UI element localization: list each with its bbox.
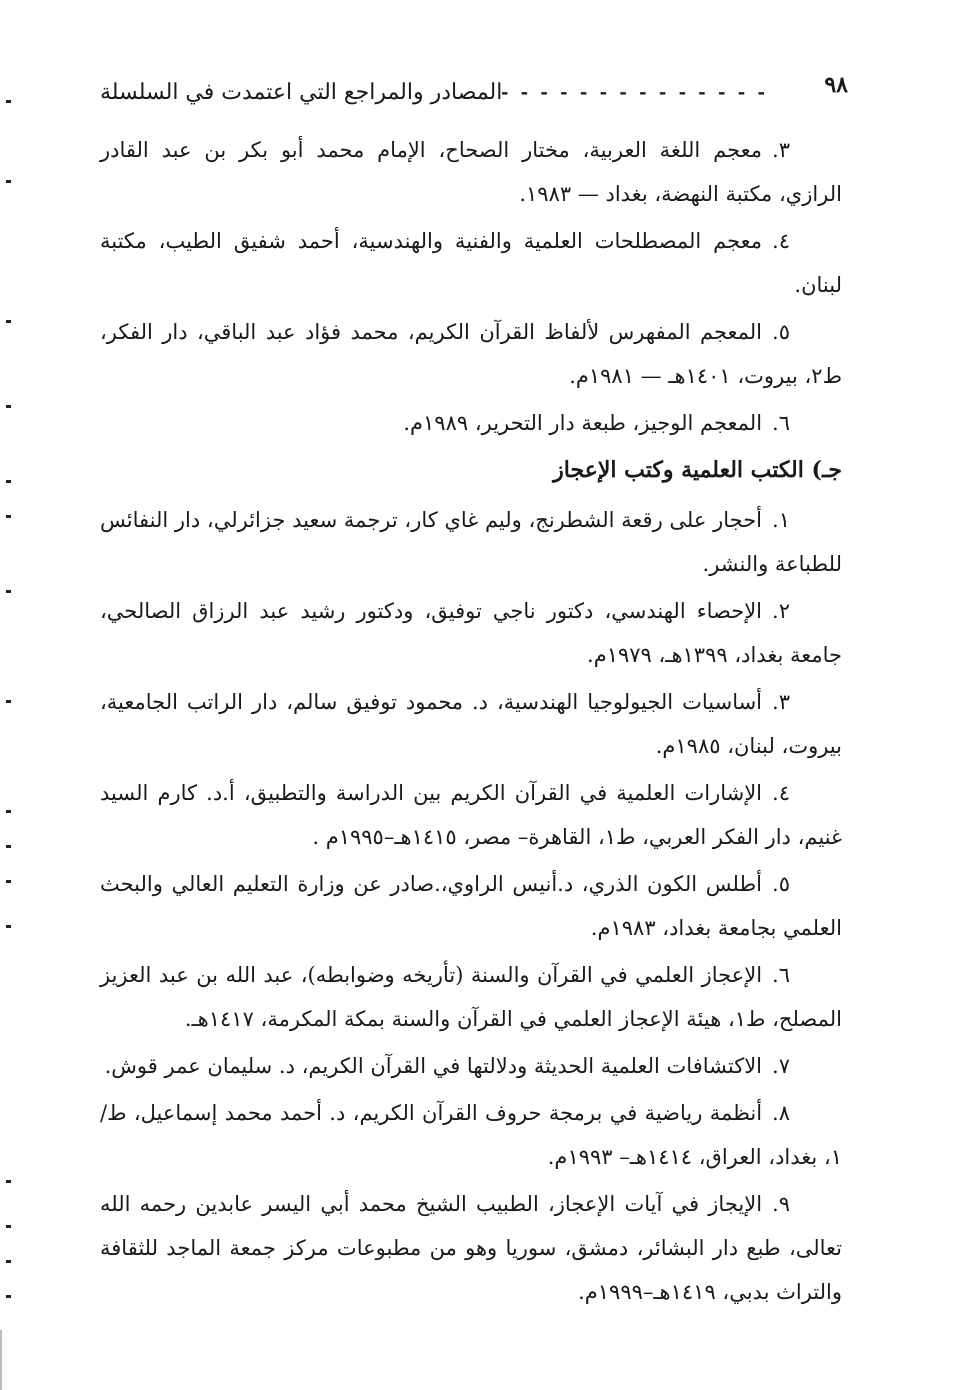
entry-text: أساسيات الجيولوجيا الهندسية، د. محمود توفيق سالم، دار الراتب الجامعية، بيروت، لبنان، ١٩٨٥م. (100, 690, 842, 758)
scan-mark (6, 320, 11, 323)
reference-entry (100, 862, 842, 950)
entry-number: ٣. (772, 690, 790, 714)
scan-mark (6, 590, 11, 593)
scan-mark (6, 1295, 11, 1298)
entry-number: ٧. (772, 1054, 790, 1078)
entry-text: معجم اللغة العربية، مختار الصحاح، الإمام محمد أبو بكر بن عبد القادر الرازي، مكتبة النهضة، بغداد — ١٩٨٣. (100, 138, 842, 206)
header-dashes: - - - - - - - - - - - - - - (500, 82, 768, 103)
reference-entry (100, 401, 842, 445)
reference-entry (100, 771, 842, 859)
reference-entry (100, 219, 842, 307)
scan-mark (6, 515, 11, 518)
scan-mark (6, 880, 11, 883)
reference-entry (100, 128, 842, 216)
reference-entry (100, 1044, 842, 1088)
scan-mark (6, 100, 11, 103)
entry-number: ٣. (772, 138, 790, 162)
references-list (100, 128, 842, 1317)
reference-entry (100, 589, 842, 677)
entry-number: ٨. (772, 1101, 790, 1125)
entry-number: ٩. (772, 1192, 790, 1216)
entry-number: ٥. (772, 872, 790, 896)
entry-number: ٦. (772, 411, 790, 435)
entry-number: ٤. (772, 781, 790, 805)
reference-entry (100, 498, 842, 586)
page-number: ٩٨ (824, 72, 848, 98)
reference-entry (100, 680, 842, 768)
entry-text: المعجم الوجيز، طبعة دار التحرير، ١٩٨٩م. (403, 411, 763, 435)
entry-text: الإيجاز في آيات الإعجاز، الطبيب الشيخ محمد أبي اليسر عابدين رحمه الله تعالى، طبع دار البشائر، دمشق، سوريا وهو من مطبوعات مركز جمعة الماجد للثقافة والتراث بدبي، ١٤١٩هـ–١٩٩٩م. (100, 1192, 842, 1304)
entry-number: ٥. (772, 320, 790, 344)
entry-text: الإعجاز العلمي في القرآن والسنة (تأريخه وضوابطه)، عبد الله بن عبد العزيز المصلح، ط١، هيئة الإعجاز العلمي في القرآن والسنة بمكة المكرمة، ١٤١٧هـ. (100, 963, 842, 1031)
entry-number: ٤. (772, 229, 790, 253)
entry-number: ٢. (772, 599, 790, 623)
entry-text: أطلس الكون الذري، د.أنيس الراوي،.صادر عن وزارة التعليم العالي والبحث العلمي بجامعة بغداد، ١٩٨٣م. (100, 872, 842, 940)
scan-mark (6, 925, 11, 928)
scan-mark (6, 1225, 11, 1228)
entry-text: الإحصاء الهندسي، دكتور ناجي توفيق، ودكتور رشيد عبد الرزاق الصالحي، جامعة بغداد، ١٣٩٩هـ، ١٩٧٩م. (100, 599, 842, 667)
entry-number: ١. (772, 508, 790, 532)
scan-mark (6, 700, 11, 703)
entry-text: معجم المصطلحات العلمية والفنية والهندسية، أحمد شفيق الطيب، مكتبة لبنان. (100, 229, 842, 297)
page-header (100, 72, 848, 116)
scan-mark (6, 480, 11, 483)
entry-number: ٦. (772, 963, 790, 987)
reference-entry (100, 1091, 842, 1179)
scan-mark (6, 1260, 11, 1263)
entry-text: المعجم المفهرس لألفاظ القرآن الكريم، محمد فؤاد عبد الباقي، دار الفكر، ط٢، بيروت، ١٤٠١هـ — ١٩٨١م. (100, 320, 842, 388)
section-heading: جـ) الكتب العلمية وكتب الإعجاز (553, 457, 842, 483)
entry-text: الإشارات العلمية في القرآن الكريم بين الدراسة والتطبيق، أ.د. كارم السيد غنيم، دار الفكر العربي، ط١، القاهرة– مصر، ١٤١٥هـ–١٩٩٥م . (100, 781, 842, 849)
running-title: المصادر والمراجع التي اعتمدت في السلسلة (100, 80, 503, 105)
reference-entry (100, 310, 842, 398)
scan-edge-line (0, 1330, 2, 1390)
entry-text: أحجار على رقعة الشطرنج، وليم غاي كار، ترجمة سعيد جزائرلي، دار النفائس للطباعة والنشر. (100, 508, 842, 576)
scan-mark (6, 405, 11, 408)
entry-text: أنظمة رياضية في برمجة حروف القرآن الكريم، د. أحمد محمد إسماعيل، ط/١، بغداد، العراق، ١٤١٤هـ– ١٩٩٣م. (100, 1101, 842, 1169)
scan-mark (6, 845, 11, 848)
scan-mark (6, 1180, 11, 1183)
reference-entry (100, 1182, 842, 1314)
scan-mark (6, 810, 11, 813)
reference-entry (100, 953, 842, 1041)
entry-text: الاكتشافات العلمية الحديثة ودلالتها في القرآن الكريم، د. سليمان عمر قوش. (104, 1054, 763, 1078)
scan-mark (6, 180, 11, 183)
